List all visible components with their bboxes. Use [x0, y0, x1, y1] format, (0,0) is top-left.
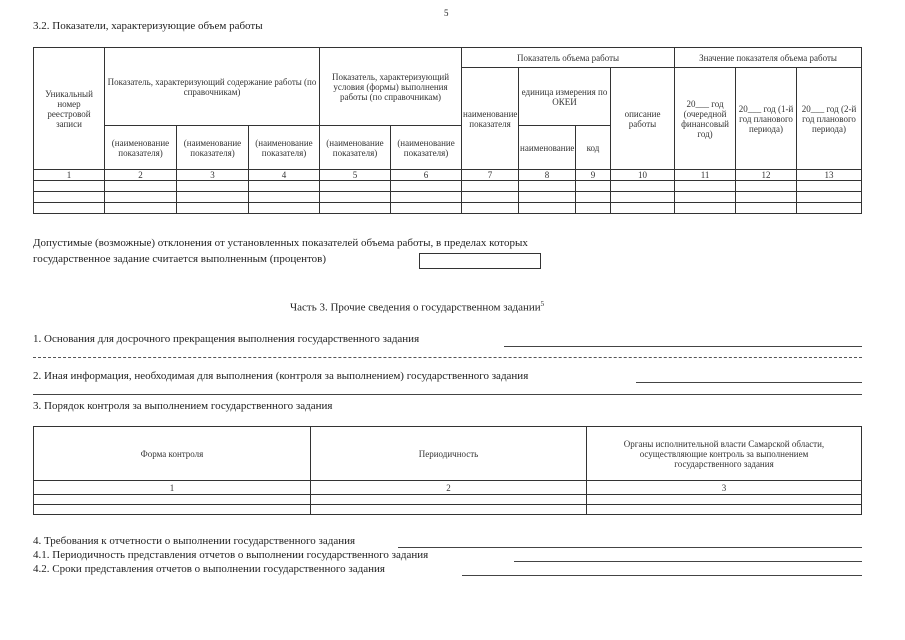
table-row	[34, 203, 862, 214]
table-cell	[675, 203, 736, 214]
header-content-name-3: (наименование показателя)	[249, 126, 320, 170]
table-cell	[177, 203, 249, 214]
item42-label: 4.2. Сроки представления отчетов о выполнении государственного задания	[33, 563, 385, 575]
table-cell	[391, 203, 462, 214]
col-number: 2	[105, 170, 177, 181]
item41-label: 4.1. Периодичность представления отчетов о выполнении государственного задания	[33, 549, 429, 561]
col-number: 2	[311, 481, 587, 495]
table-cell	[611, 192, 675, 203]
header-content-name-1: (наименование показателя)	[105, 126, 177, 170]
control-table	[33, 426, 862, 515]
header-year-current: 20___ год (очередной финансовый год)	[675, 68, 736, 170]
table-cell	[519, 203, 576, 214]
header-year-plan1: 20___ год (1-й год планового периода)	[736, 68, 797, 170]
header-unit-name: наименование	[519, 126, 576, 170]
part3-footnote: 5	[540, 300, 545, 308]
table-cell	[797, 203, 862, 214]
header-indicator-name: наименование показателя	[462, 68, 519, 170]
table-cell	[249, 203, 320, 214]
header-volume-indicator: Показатель объема работы	[462, 48, 675, 68]
page-number: 5	[444, 8, 449, 18]
col-number: 13	[797, 170, 862, 181]
table-cell	[311, 505, 587, 515]
header-work-description: описание работы	[611, 68, 675, 170]
header-control-organs: Органы исполнительной власти Самарской области, осуществляющие контроль за выполнением государственного задания	[587, 427, 862, 481]
header-conditions-name-2: (наименование показателя)	[391, 126, 462, 170]
table-cell	[320, 192, 391, 203]
table-cell	[34, 505, 311, 515]
table-cell	[587, 495, 862, 505]
section-heading: 3.2. Показатели, характеризующие объем работы	[33, 20, 263, 32]
table-cell	[576, 181, 611, 192]
table-cell	[320, 203, 391, 214]
table-cell	[675, 181, 736, 192]
header-unit-okei: единица измерения по ОКЕИ	[519, 68, 611, 126]
item2-fill-line[interactable]	[636, 382, 862, 383]
item3-label: 3. Порядок контроля за выполнением государственного задания	[33, 400, 333, 412]
table-cell	[797, 192, 862, 203]
table-cell	[462, 203, 519, 214]
table-cell	[34, 203, 105, 214]
col-number: 8	[519, 170, 576, 181]
col-number: 1	[34, 170, 105, 181]
item1-label: 1. Основания для досрочного прекращения выполнения государственного задания	[33, 333, 420, 345]
header-volume-value: Значение показателя объема работы	[675, 48, 862, 68]
col-number: 10	[611, 170, 675, 181]
item1-fill-line[interactable]	[504, 346, 862, 347]
item4-fill-line[interactable]	[398, 547, 862, 548]
table-cell	[177, 192, 249, 203]
table-row	[34, 192, 862, 203]
col-number: 3	[177, 170, 249, 181]
header-unique-number: Уникальный номер реестровой записи	[34, 48, 105, 170]
column-number-row	[34, 481, 862, 495]
deviation-percent-field[interactable]	[419, 253, 541, 269]
volume-table	[33, 47, 862, 214]
table-cell	[391, 192, 462, 203]
item2-label: 2. Иная информация, необходимая для выполнения (контроля за выполнением) государственного задания	[33, 370, 529, 382]
col-number: 1	[34, 481, 311, 495]
table-cell	[576, 203, 611, 214]
col-number: 4	[249, 170, 320, 181]
header-content-name-2: (наименование показателя)	[177, 126, 249, 170]
table-row	[34, 181, 862, 192]
table-cell	[519, 192, 576, 203]
col-number: 5	[320, 170, 391, 181]
table-cell	[177, 181, 249, 192]
table-row	[34, 505, 862, 515]
col-number: 6	[391, 170, 462, 181]
table-cell	[736, 181, 797, 192]
item1-fill-line-2[interactable]	[33, 357, 862, 358]
item2-fill-line-2[interactable]	[33, 394, 862, 395]
table-cell	[587, 505, 862, 515]
deviation-text-line1: Допустимые (возможные) отклонения от установленных показателей объема работы, в пределах которых	[33, 237, 528, 249]
table-cell	[462, 192, 519, 203]
table-cell	[391, 181, 462, 192]
table-cell	[249, 181, 320, 192]
col-number: 9	[576, 170, 611, 181]
deviation-text-line2: государственное задание считается выполненным (процентов)	[33, 253, 326, 265]
header-content-indicator: Показатель, характеризующий содержание работы (по справочникам)	[105, 48, 320, 126]
header-conditions-indicator: Показатель, характеризующий условия (формы) выполнения работы (по справочникам)	[320, 48, 462, 126]
header-control-form: Форма контроля	[34, 427, 311, 481]
table-cell	[519, 181, 576, 192]
col-number: 7	[462, 170, 519, 181]
table-row	[34, 495, 862, 505]
table-cell	[736, 192, 797, 203]
table-cell	[105, 203, 177, 214]
table-cell	[611, 181, 675, 192]
table-cell	[797, 181, 862, 192]
table-cell	[105, 192, 177, 203]
table-cell	[105, 181, 177, 192]
col-number: 12	[736, 170, 797, 181]
table-cell	[736, 203, 797, 214]
header-year-plan2: 20___ год (2-й год планового периода)	[797, 68, 862, 170]
col-number: 11	[675, 170, 736, 181]
table-cell	[320, 181, 391, 192]
table-cell	[576, 192, 611, 203]
table-cell	[34, 495, 311, 505]
table-cell	[34, 192, 105, 203]
table-cell	[311, 495, 587, 505]
header-unit-code: код	[576, 126, 611, 170]
table-cell	[249, 192, 320, 203]
item4-label: 4. Требования к отчетности о выполнении государственного задания	[33, 535, 356, 547]
col-number: 3	[587, 481, 862, 495]
column-number-row	[34, 170, 862, 181]
item41-fill-line[interactable]	[514, 561, 862, 562]
header-conditions-name-1: (наименование показателя)	[320, 126, 391, 170]
table-cell	[611, 203, 675, 214]
part3-title-text: Часть 3. Прочие сведения о государственном задании	[290, 301, 541, 314]
part3-title	[290, 300, 544, 314]
table-cell	[462, 181, 519, 192]
table-cell	[34, 181, 105, 192]
header-periodicity: Периодичность	[311, 427, 587, 481]
table-cell	[675, 192, 736, 203]
item42-fill-line[interactable]	[462, 575, 862, 576]
